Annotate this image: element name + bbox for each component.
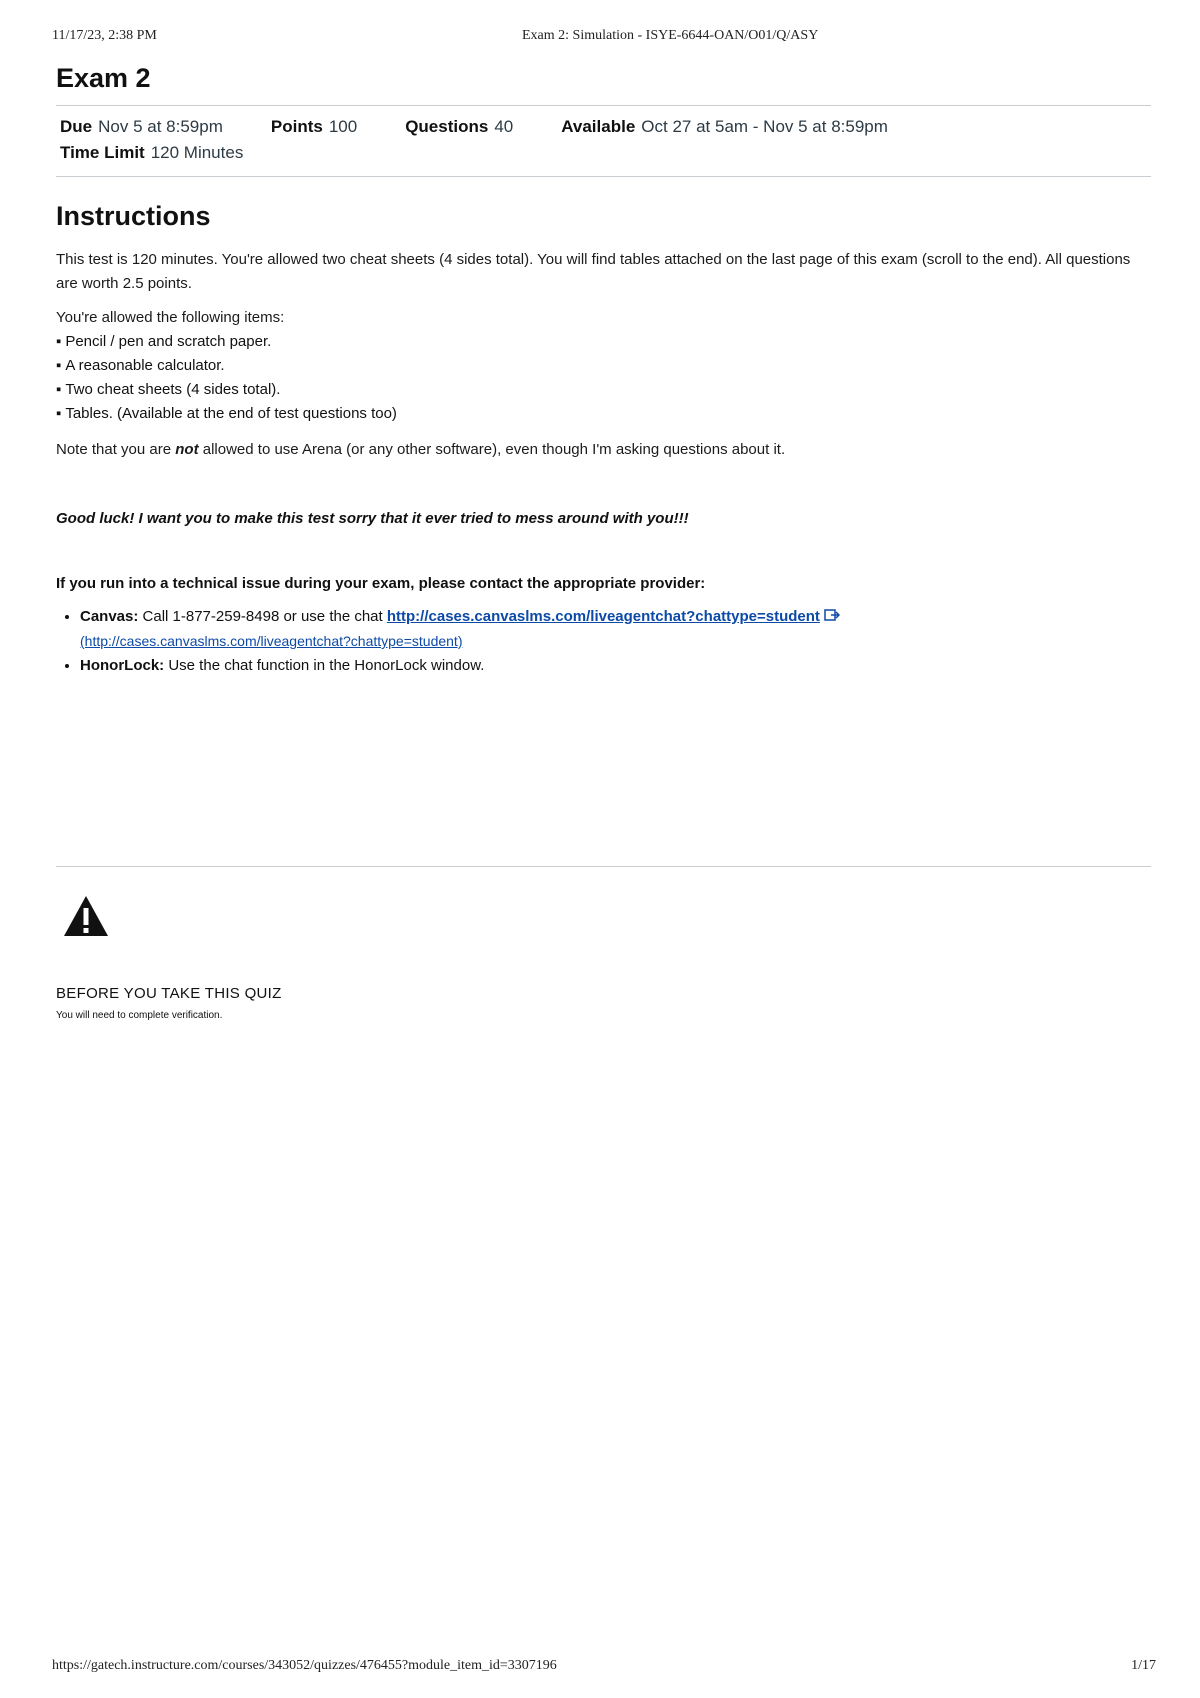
meta-points-label: Points [270,117,323,136]
meta-points [271,114,357,140]
print-header [52,28,1156,48]
list-item: ▪ Pencil / pen and scratch paper. [56,330,1151,354]
allowed-intro: You're allowed the following items: [56,309,285,326]
quiz-meta [56,105,1151,177]
canvas-label: Canvas: [80,608,139,625]
list-item: ▪ Two cheat sheets (4 sides total). [56,378,1151,402]
meta-due-value: Nov 5 at 8:59pm [98,117,223,136]
list-item: ▪ Tables. (Available at the end of test questions too) [56,402,1151,426]
instructions-intro: This test is 120 minutes. You're allowed two cheat sheets (4 sides total). You will find tables attached on the last page of this exam (scroll to the end). All questions are worth 2.5 points. [56,251,1131,292]
meta-due-label: Due [60,117,93,136]
meta-questions-value: 40 [494,117,514,136]
warning-icon [56,888,116,948]
before-quiz-title: BEFORE YOU TAKE THIS QUIZ [56,985,282,1002]
page-title: Exam 2 [56,63,151,93]
meta-points-value: 100 [328,117,358,136]
print-doc-title: Exam 2: Simulation - ISYE-6644-OAN/O01/Q/ASY [522,28,819,43]
provider-canvas [80,604,1151,654]
quiz-page [56,58,1151,678]
meta-time-limit-label: Time Limit [60,143,145,162]
honorlock-text: Use the chat function in the HonorLock window. [168,657,485,674]
note-after: allowed to use Arena (or any other software), even though I'm asking questions about it. [198,441,786,458]
print-datetime: 11/17/23, 2:38 PM [52,28,157,43]
print-url: https://gatech.instructure.com/courses/343052/quizzes/476455?module_item_id=3307196 [52,1658,557,1673]
canvas-chat-link-url[interactable]: (http://cases.canvaslms.com/liveagentchat?chattype=student) [80,633,463,649]
canvas-chat-link[interactable]: http://cases.canvaslms.com/liveagentchat?chattype=student [386,608,820,625]
quiz-meta-row [60,114,1147,140]
good-luck-message: Good luck! I want you to make this test sorry that it ever tried to mess around with you!!! [56,510,689,527]
page-number: 1/17 [1131,1658,1156,1673]
note-before: Note that you are [56,441,176,458]
list-item: ▪ A reasonable calculator. [56,354,1151,378]
meta-due [60,114,223,140]
before-quiz-subtitle: You will need to complete verification. [56,1010,223,1021]
tech-issue-heading: If you run into a technical issue during your exam, please contact the appropriate provider: [56,575,706,592]
provider-list [56,604,1151,678]
honorlock-label: HonorLock: [80,657,165,674]
meta-available-label: Available [561,117,636,136]
instructions-heading: Instructions [56,201,211,231]
canvas-text: Call 1-877-259-8498 or use the chat [142,608,383,625]
meta-questions [405,114,513,140]
meta-time-limit-value: 120 Minutes [150,143,244,162]
allowed-items-list [56,330,1151,426]
provider-honorlock [80,654,1151,678]
section-divider [56,866,1151,867]
note-emphasis: not [175,441,199,458]
meta-time-limit [60,140,243,166]
software-note [56,438,1151,462]
meta-available-value: Oct 27 at 5am - Nov 5 at 8:59pm [641,117,888,136]
print-footer [52,1658,1156,1678]
meta-questions-label: Questions [405,117,489,136]
quiz-meta-row-2 [60,140,1147,166]
external-link-icon [824,604,840,628]
meta-available [561,114,888,140]
